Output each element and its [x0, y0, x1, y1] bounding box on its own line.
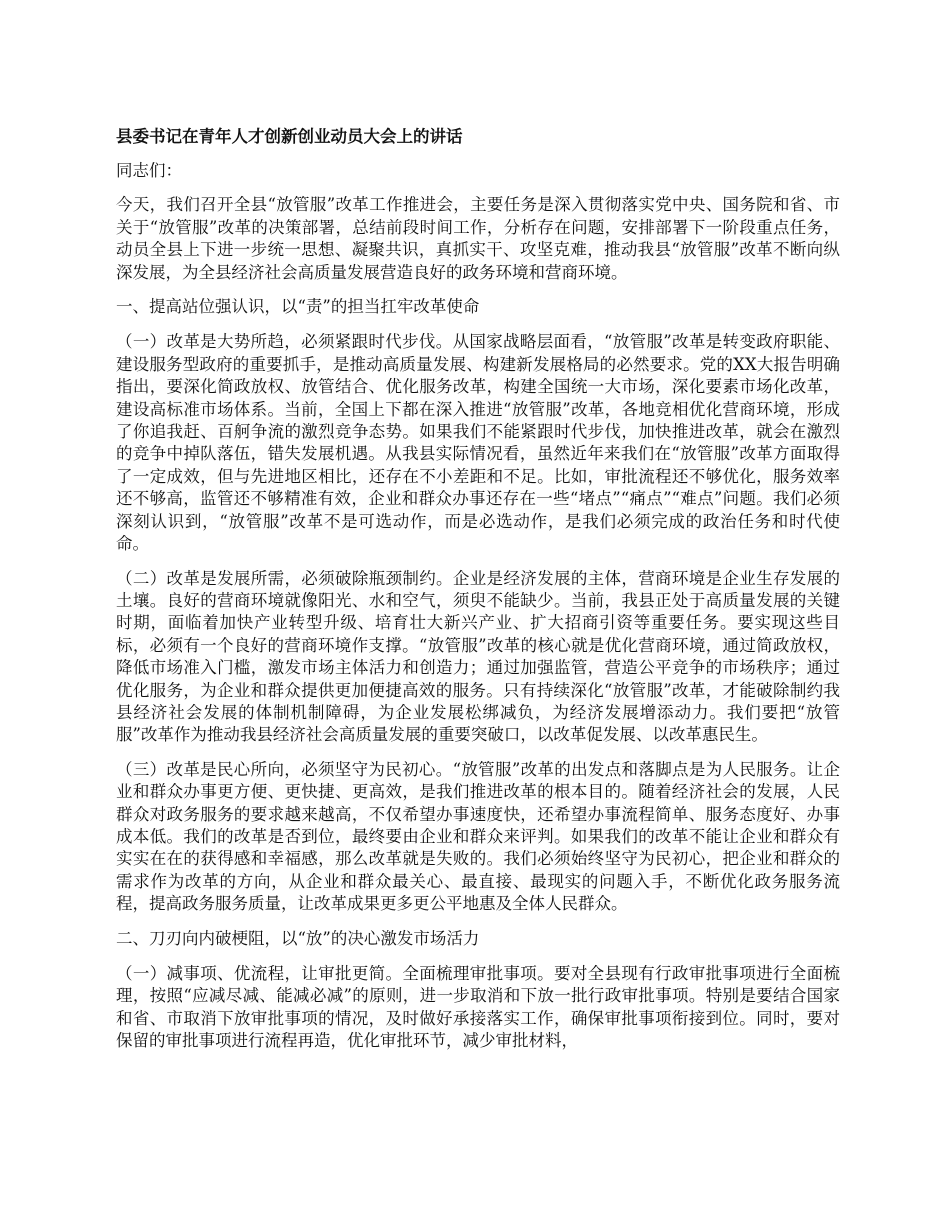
paragraph-1-1: （一）改革是大势所趋，必须紧跟时代步伐。从国家战略层面看，“放管服”改革是转变政府职能、建设服务型政府的重要抓手，是推动高质量发展、构建新发展格局的必然要求。党的XX大报告明确指出，要深化简政放权、放管结合、优化服务改革，构建全国统一大市场，深化要素市场化改革，建设高标准市场体系。当前，全国上下都在深入推进“放管服”改革，各地竞相优化营商环境，形成了你追我赶、百舸争流的激烈竞争态势。如果我们不能紧跟时代步伐，加快推进改革，就会在激烈的竞争中掉队落伍，错失发展机遇。从我县实际情况看，虽然近年来我们在“放管服”改革方面取得了一定成效，但与先进地区相比，还存在不小差距和不足。比如，审批流程还不够优化，服务效率还不够高，监管还不够精准有效，企业和群众办事还存在一些“堵点”“痛点”“难点”问题。我们必须深刻认识到，“放管服”改革不是可选动作，而是必选动作，是我们必须完成的政治任务和时代使命。 [116, 332, 840, 554]
document-title: 县委书记在青年人才创新创业动员大会上的讲话 [116, 127, 463, 146]
document-page [116, 126, 840, 1065]
section-heading-2: 二、刀刃向内破梗阻，以“放”的决心激发市场活力 [116, 928, 480, 948]
paragraph-1-3: （三）改革是民心所向，必须坚守为民初心。“放管服”改革的出发点和落脚点是为人民服务。让企业和群众办事更方便、更快捷、更高效，是我们推进改革的根本目的。随着经济社会的发展，人民群众对政务服务的要求越来越高，不仅希望办事速度快，还希望办事流程简单、服务态度好、办事成本低。我们的改革是否到位，最终要由企业和群众来评判。如果我们的改革不能让企业和群众有实实在在的获得感和幸福感，那么改革就是失败的。我们必须始终坚守为民初心，把企业和群众的需求作为改革的方向，从企业和群众最关心、最直接、最现实的问题入手，不断优化政务服务流程，提高政务服务质量，让改革成果更多更公平地惠及全体人民群众。 [116, 759, 840, 914]
greeting: 同志们： [116, 161, 182, 180]
paragraph-1-2: （二）改革是发展所需，必须破除瓶颈制约。企业是经济发展的主体，营商环境是企业生存发展的土壤。良好的营商环境就像阳光、水和空气，须臾不能缺少。当前，我县正处于高质量发展的关键时期，面临着加快产业转型升级、培育壮大新兴产业、扩大招商引资等重要任务。要实现这些目标，必须有一个良好的营商环境作支撑。“放管服”改革的核心就是优化营商环境，通过简政放权，降低市场准入门槛，激发市场主体活力和创造力；通过加强监管，营造公平竞争的市场秩序；通过优化服务，为企业和群众提供更加便捷高效的服务。只有持续深化“放管服”改革，才能破除制约我县经济社会发展的体制机制障碍，为企业发展松绑减负，为经济发展增添动力。我们要把“放管服”改革作为推动我县经济社会高质量发展的重要突破口，以改革促发展、以改革惠民生。 [116, 568, 840, 745]
paragraph-intro: 今天，我们召开全县“放管服”改革工作推进会，主要任务是深入贯彻落实党中央、国务院和省、市关于“放管服”改革的决策部署，总结前段时间工作，分析存在问题，安排部署下一阶段重点任务，动员全县上下进一步统一思想、凝聚共识，真抓实干、攻坚克难，推动我县“放管服”改革不断向纵深发展，为全县经济社会高质量发展营造良好的政务环境和营商环境。 [116, 195, 840, 282]
section-heading-1: 一、提高站位强认识，以“责”的担当扛牢改革使命 [116, 297, 480, 317]
paragraph-2-1: （一）减事项、优流程，让审批更简。全面梳理审批事项。要对全县现有行政审批事项进行全面梳理，按照“应减尽减、能减必减”的原则，进一步取消和下放一批行政审批事项。特别是要结合国家和省、市取消下放审批事项的情况，及时做好承接落实工作，确保审批事项衔接到位。同时，要对保留的审批事项进行流程再造，优化审批环节，减少审批材料， [116, 964, 840, 1051]
